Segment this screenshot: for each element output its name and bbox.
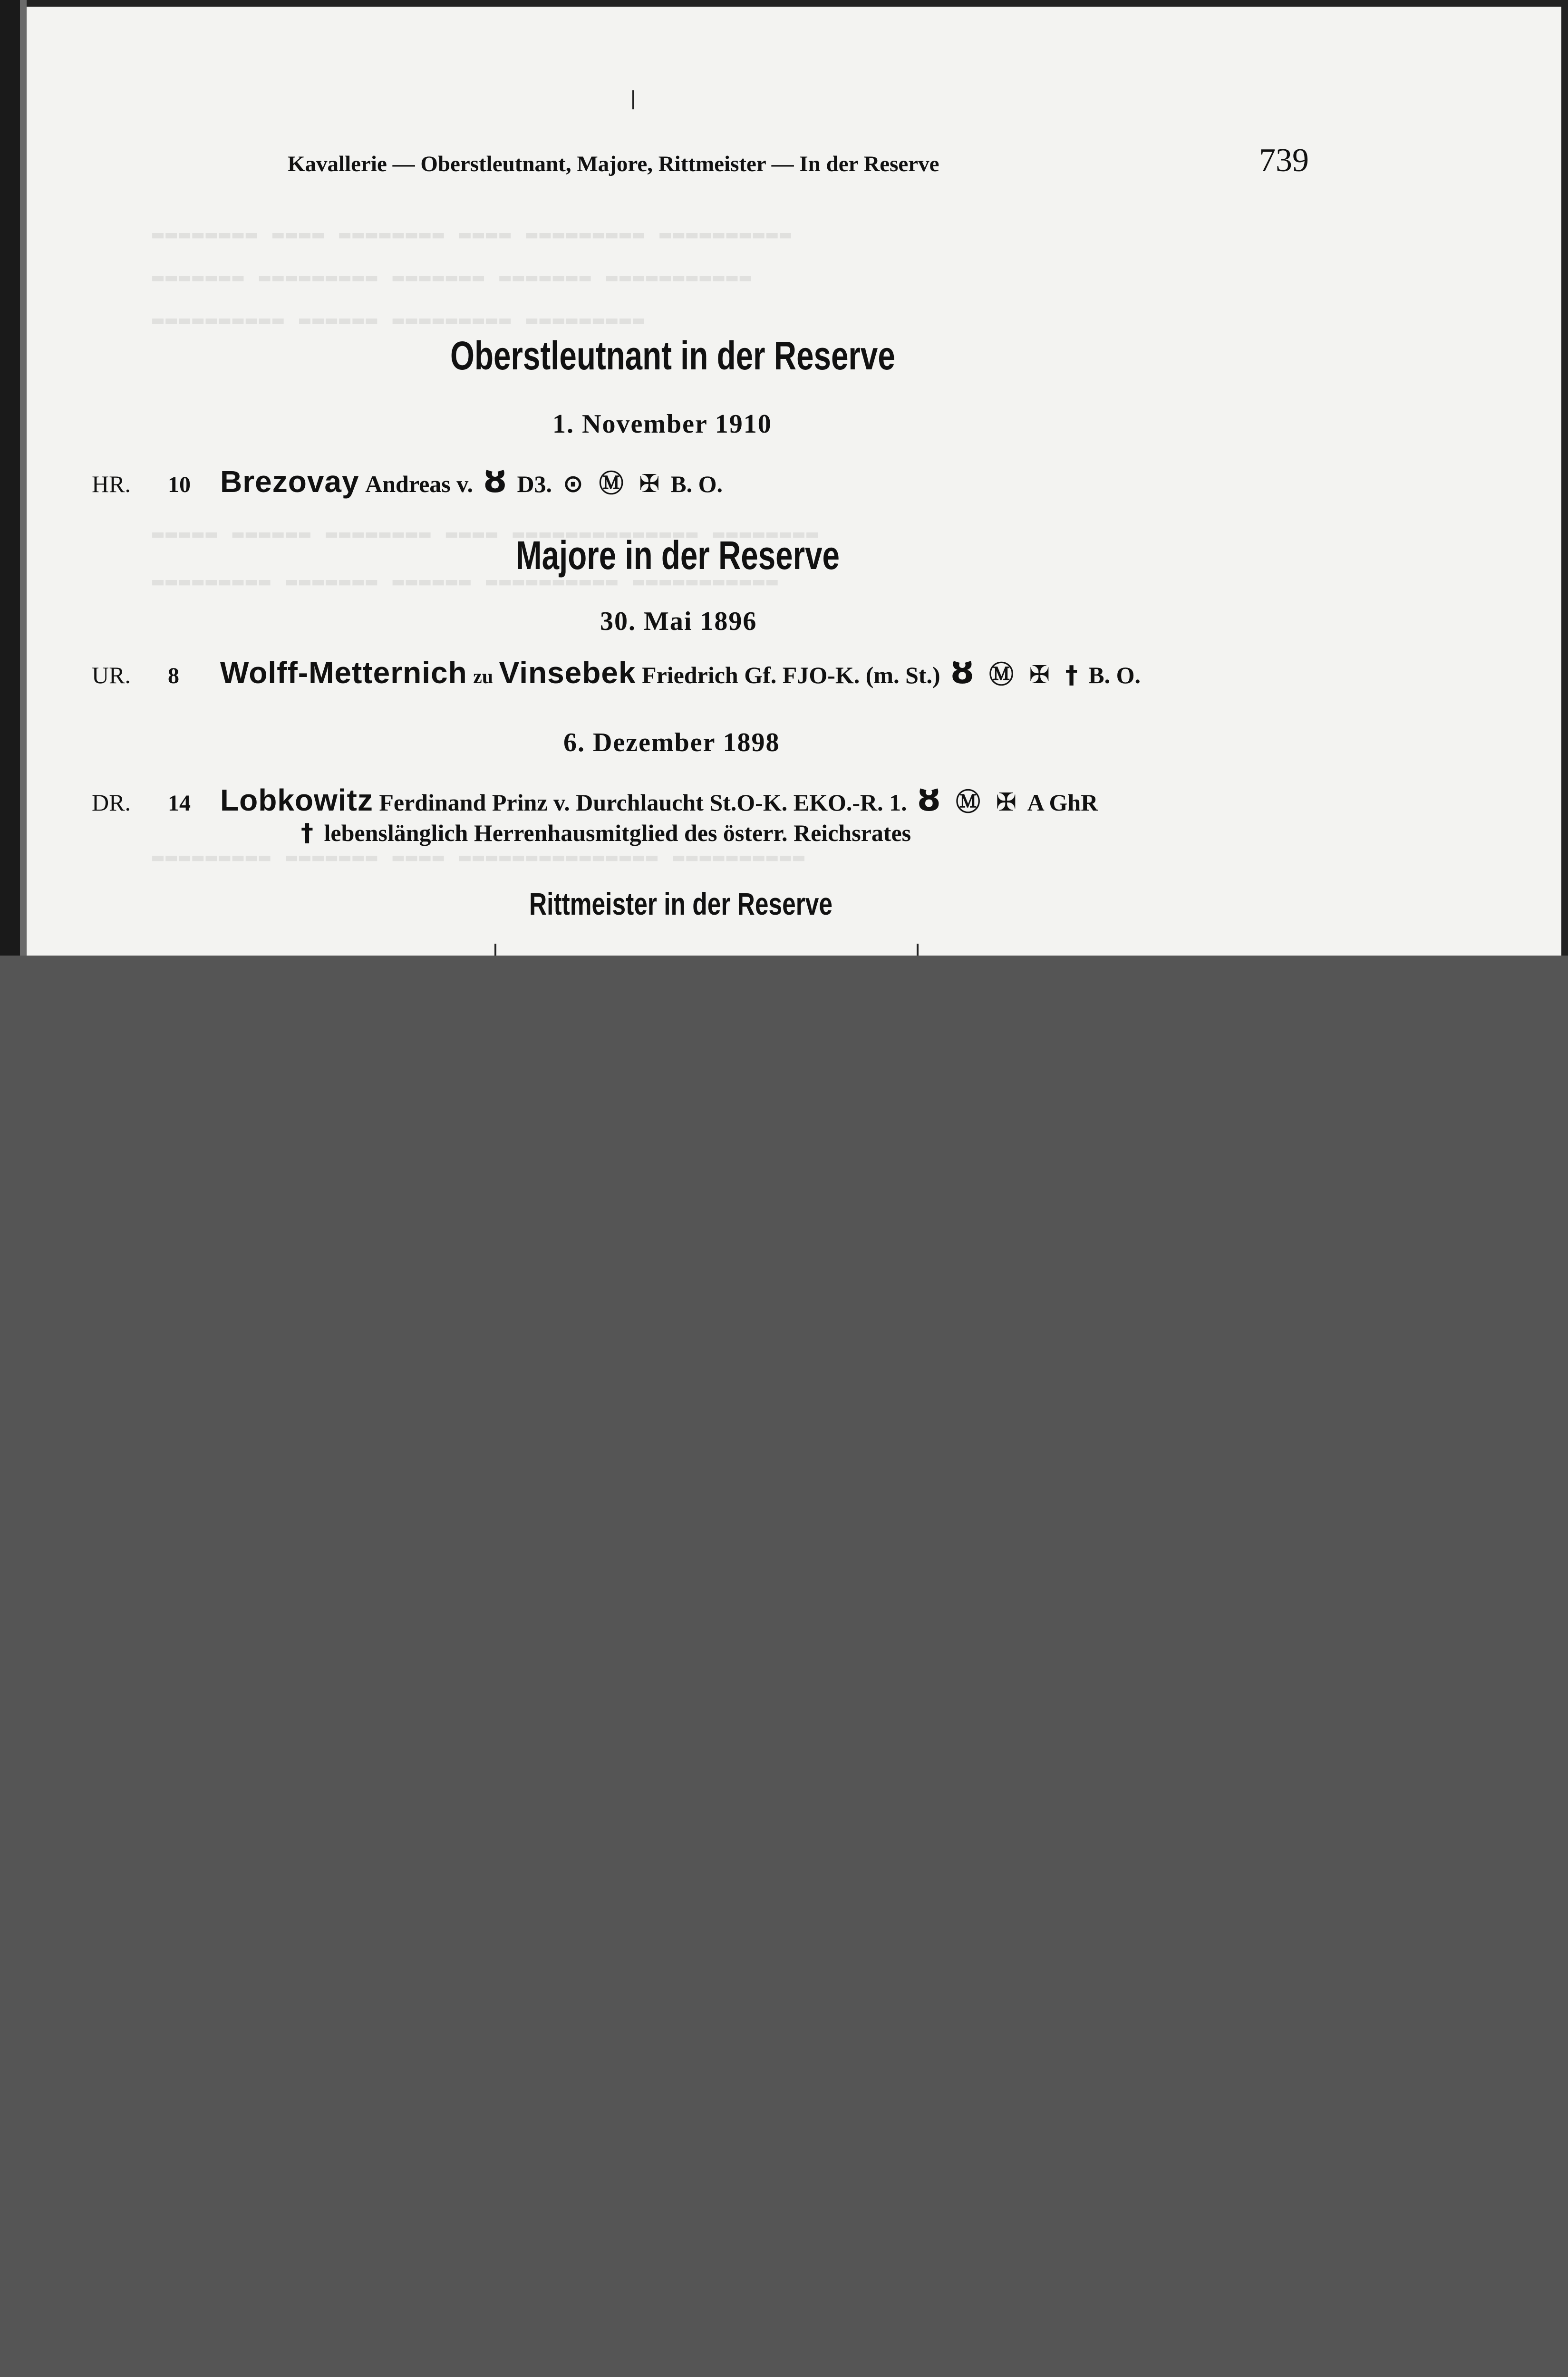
maltese-cross-icon: ✠ [996, 788, 1017, 817]
date-heading: 1. November 1910 [552, 409, 772, 439]
order-key-icon: † [1065, 661, 1078, 689]
page-number: 739 [1259, 142, 1309, 179]
bleed-through: ▬▬▬▬▬▬▬ ▬▬▬▬▬▬▬▬▬ ▬▬▬▬▬▬▬ ▬▬▬▬▬▬▬ ▬▬▬▬▬▬▬▬▬▬▬ [152, 266, 753, 288]
given-name: Andreas v. [365, 471, 473, 497]
regiment-label: UR. [92, 662, 131, 688]
bleed-through: ▬▬▬▬▬▬▬▬▬▬ ▬▬▬▬▬▬ ▬▬▬▬▬▬▬▬▬ ▬▬▬▬▬▬▬▬▬ [152, 309, 647, 331]
section-title: Oberstleutnant in der Reserve [450, 333, 895, 378]
section-title: Rittmeister in der Reserve [529, 886, 833, 921]
surname: Brezovay [220, 464, 359, 499]
trail-text: B. O. [1088, 662, 1141, 688]
order-key-icon: † [301, 819, 313, 847]
list-item [92, 651, 1141, 691]
bleed-through: ▬▬▬▬▬▬▬▬▬ ▬▬▬▬▬▬▬ ▬▬▬▬ ▬▬▬▬▬▬▬▬▬▬▬▬▬▬▬ ▬▬▬▬▬▬▬▬▬▬ [152, 846, 807, 868]
maltese-cross-icon: ✠ [1029, 661, 1050, 689]
bleed-through: ▬▬▬▬▬ ▬▬▬▬▬▬ ▬▬▬▬▬▬▬▬ ▬▬▬▬ ▬▬▬▬▬▬▬▬▬▬▬▬▬▬ ▬▬▬▬▬▬▬▬ [152, 523, 820, 545]
name-particle: zu [473, 666, 494, 688]
scan-edge-top [0, 0, 1568, 7]
double-ring-medal-icon: ȣ [918, 779, 940, 819]
rank-number: 8 [168, 663, 179, 688]
m-medal-icon: Ⓜ [599, 470, 624, 498]
list-item [92, 779, 1098, 819]
trail-text: B. O. [670, 471, 723, 497]
rank-number: 10 [168, 472, 191, 497]
surname: Lobkowitz [220, 783, 373, 817]
bleed-through: ▬▬▬▬▬▬▬▬ ▬▬▬▬ ▬▬▬▬▬▬▬▬ ▬▬▬▬ ▬▬▬▬▬▬▬▬▬ ▬▬▬▬▬▬▬▬▬▬ [152, 223, 793, 245]
surname: Wolff-Metternich [220, 656, 467, 690]
maltese-cross-icon: ✠ [639, 470, 660, 498]
list-item-continuation [296, 819, 911, 847]
regiment-label: HR. [92, 471, 131, 497]
list-item [92, 460, 723, 500]
scan-edge-left [0, 0, 20, 956]
section-title: Majore in der Reserve [516, 533, 840, 578]
blank-area [0, 956, 1568, 2377]
double-ring-medal-icon: ȣ [484, 460, 506, 500]
trail-text: A GhR [1027, 789, 1098, 816]
scan-mark [494, 944, 496, 956]
m-medal-icon: Ⓜ [956, 788, 981, 817]
m-medal-icon: Ⓜ [989, 661, 1014, 689]
circle-cross-icon: ⊙ [562, 470, 584, 498]
entry-note: lebenslänglich Herrenhausmitglied des österr. Reichsrates [324, 820, 911, 846]
given-name: Friedrich Gf. [642, 662, 777, 688]
running-head: Kavallerie — Oberstleutnant, Majore, Rittmeister — In der Reserve [288, 152, 939, 176]
scan-mark [917, 944, 919, 956]
date-heading: 6. Dezember 1898 [563, 728, 780, 757]
scan-edge-shadow [20, 0, 27, 956]
given-name: Ferdinand Prinz v. Durchlaucht [379, 789, 704, 816]
double-ring-medal-icon: ȣ [951, 651, 974, 691]
rank-number: 14 [168, 791, 191, 816]
date-heading: 30. Mai 1896 [600, 607, 757, 636]
honors-text: FJO-K. (m. St.) [782, 662, 940, 688]
honors-text: St.O-K. EKO.-R. 1. [709, 789, 907, 816]
honors-text: D3. [517, 471, 552, 497]
bleed-through: ▬▬▬▬▬▬▬▬▬ ▬▬▬▬▬▬▬ ▬▬▬▬▬▬ ▬▬▬▬▬▬▬▬▬▬ ▬▬▬▬▬▬▬▬▬▬▬ [152, 570, 780, 592]
surname-secondary: Vinsebek [499, 656, 636, 690]
scan-edge-right [1561, 0, 1568, 956]
scan-mark [632, 90, 634, 109]
regiment-label: DR. [92, 789, 131, 816]
scanned-page [0, 0, 1568, 956]
